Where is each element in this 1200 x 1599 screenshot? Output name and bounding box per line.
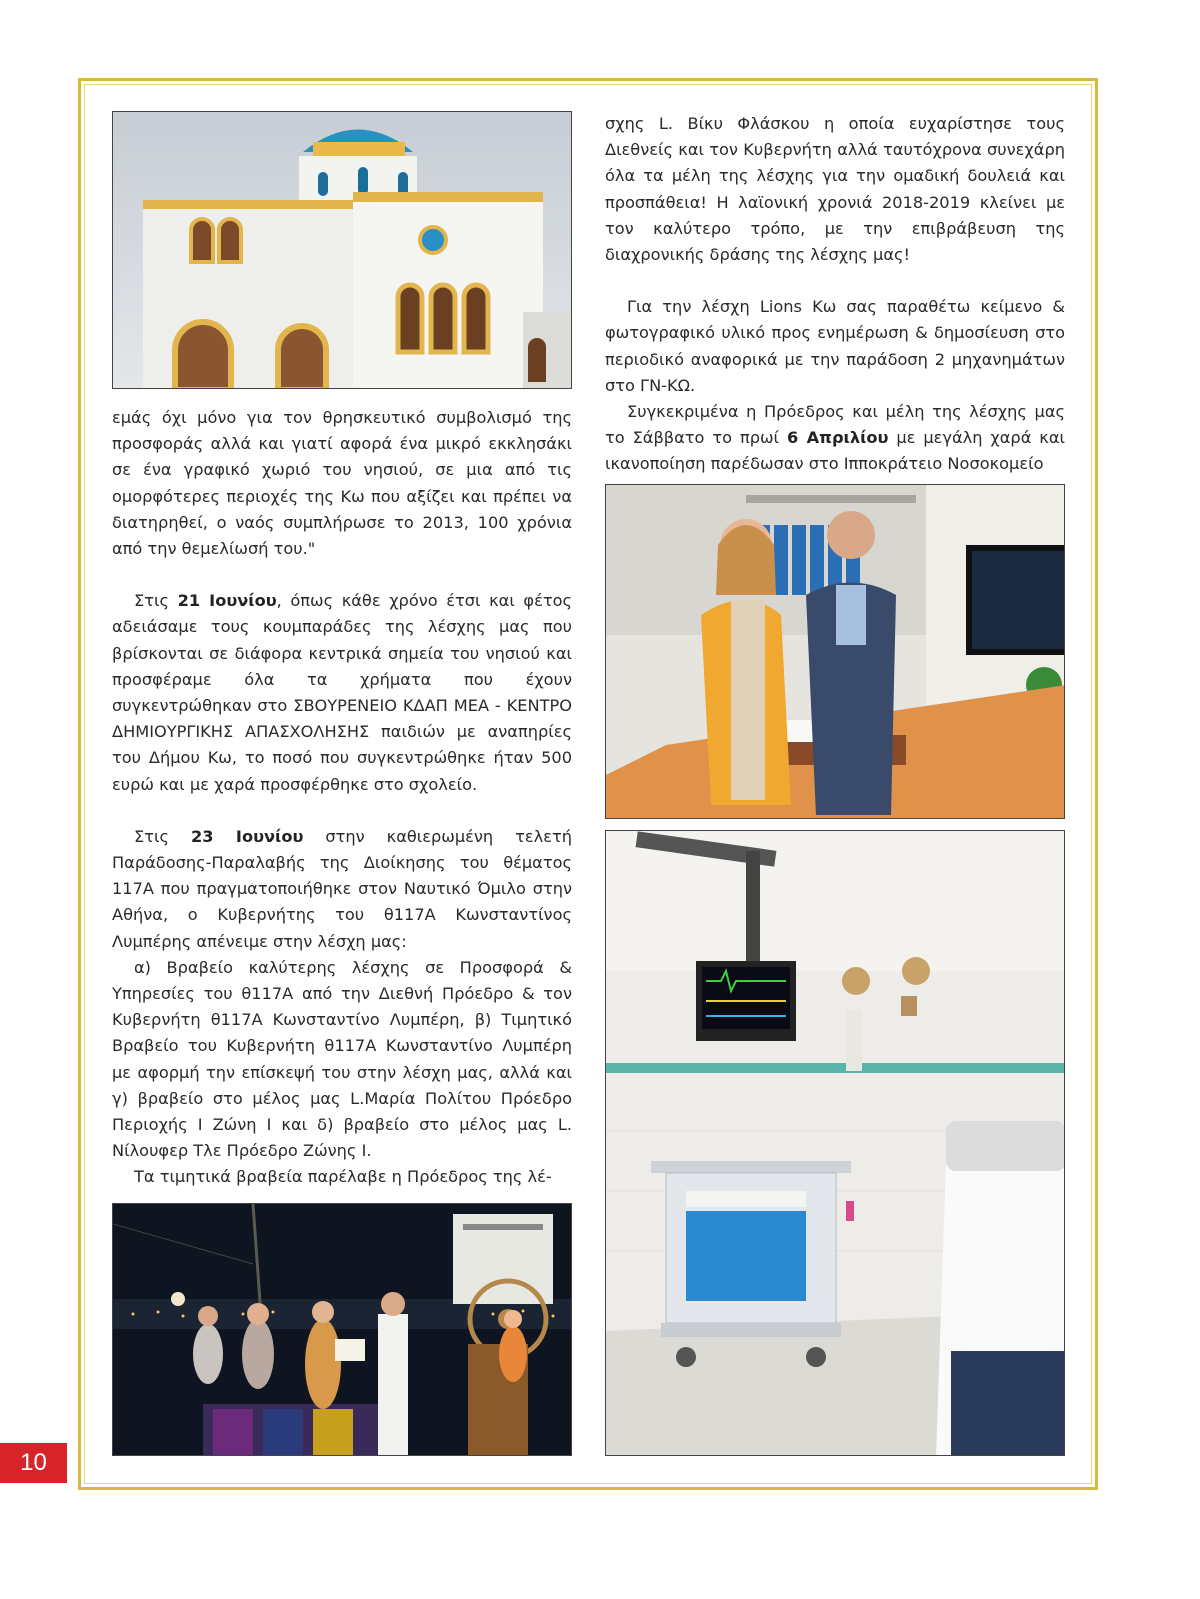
medical-equipment-photo bbox=[605, 830, 1065, 1456]
award-ceremony-photo bbox=[112, 1203, 572, 1456]
left-column-text bbox=[112, 405, 572, 1191]
paragraph: Τα τιμητικά βραβεία παρέλαβε η Πρόεδρος της λέ- bbox=[134, 1167, 552, 1187]
page-number: 10 bbox=[0, 1443, 67, 1483]
hospital-office-photo bbox=[605, 484, 1065, 819]
paragraph: σχης L. Βίκυ Φλάσκου η οποία ευχαρίστησε τους Διεθνείς και τον Κυβερνήτη αλλά ταυτόχρονα συνεχάρη όλα τα μέλη της λέσχης για την ομαδική δουλειά και προσπάθεια! Η λαϊονική χρονιά 2018-2019 κλείνει με τον καλύτερο τρόπο, με την επιβράβευση της διαχρονικής δράσης της λέσχης μας! bbox=[605, 114, 1065, 265]
church-photo bbox=[112, 111, 572, 389]
paragraph: Στις 21 Ιουνίου, όπως κάθε χρόνο έτσι και φέτος αδειάσαμε τους κουμπαράδες της λέσχης μας που βρίσκονται σε διάφορα κεντρικά σημεία του νησιού και προσφέραμε όλα τα χρήματα που έχουν συγκεντρώθηκαν στο ΣΒΟΥΡΕΝΕΙΟ ΚΔΑΠ ΜΕΑ - ΚΕΝΤΡΟ ΔΗΜΙΟΥΡΓΙΚΗΣ ΑΠΑΣΧΟΛΗΣΗΣ παιδιών με αναπηρίες του Δήμου Κω, το ποσό που συγκεντρώθηκε ήταν 500 ευρώ και με χαρά προσφέρθηκε στο σχολείο. bbox=[112, 591, 572, 794]
paragraph: εμάς όχι μόνο για τον θρησκευτικό συμβολισμό της προσφοράς αλλά και γιατί αφορά ένα μικρό εκκλησάκι σε ένα γραφικό χωριό του νησιού, σε μια από τις ομορφότερες περιοχές της Κω που αξίζει και πρέπει να διατηρηθεί, ο ναός συμπλήρωσε το 2013, 100 χρόνια από την θεμελίωσή του." bbox=[112, 408, 572, 559]
paragraph: Συγκεκριμένα η Πρόεδρος και μέλη της λέσχης μας το Σάββατο το πρωί 6 Απριλίου με μεγάλη χαρά και ικανοποίηση παρέδωσαν στο Ιπποκράτειο Νοσοκομείο bbox=[605, 402, 1065, 474]
paragraph: Στις 23 Ιουνίου στην καθιερωμένη τελετή Παράδοσης-Παραλαβής της Διοίκησης του θέματος 117Α που πραγματοποιήθηκε στον Ναυτικό Όμιλο στην Αθήνα, ο Κυβερνήτης του θ117Α Κωνσταντίνος Λυμπέρης απένειμε στην λέσχη μας: bbox=[112, 826, 572, 951]
paragraph: Για την λέσχη Lions Κω σας παραθέτω κείμενο & φωτογραφικό υλικό προς ενημέρωση & δημοσίευση στο περιοδικό αναφορικά με την παράδοση 2 μηχανημάτων στο ΓΝ-ΚΩ. bbox=[605, 297, 1065, 395]
paragraph: α) Βραβείο καλύτερης λέσχης σε Προσφορά & Υπηρεσίες του θ117Α από την Διεθνή Πρόεδρο & τον Κυβερνήτη θ117Α Κωνσταντίνο Λυμπέρη, β) Τιμητικό Βραβείο του Κυβερνήτη θ117Α Κωνσταντίνο Λυμπέρη με αφορμή την επίσκεψή του στην λέσχη μας, αλλά και γ) βραβείο στο μέλος μας L.Μαρία Πολίτου Πρόεδρο Περιοχής Ι Ζώνη Ι και δ) βραβείο στο μέλος μας L. Νίλουφερ Τλε Πρόεδρο Ζώνης Ι. bbox=[112, 957, 572, 1161]
right-column-text bbox=[605, 111, 1065, 478]
